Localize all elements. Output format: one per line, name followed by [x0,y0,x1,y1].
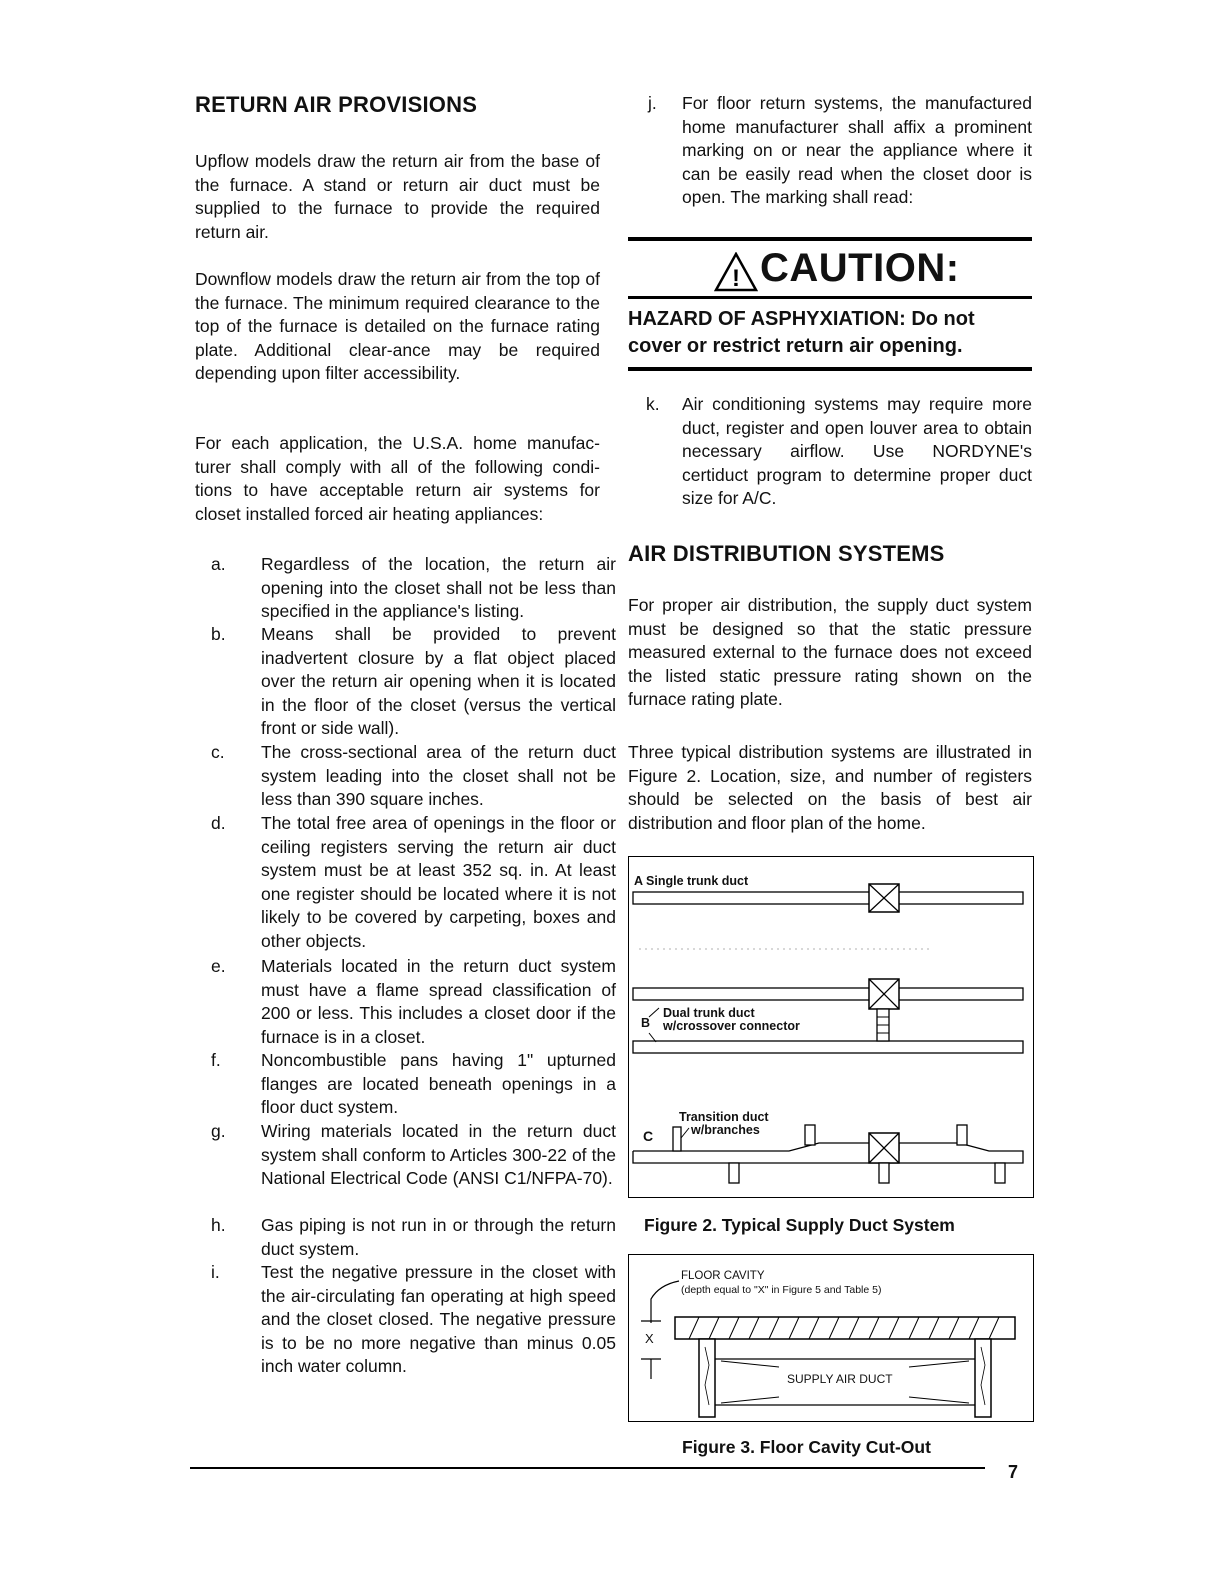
svg-text:!: ! [732,265,740,292]
figure-2-caption: Figure 2. Typical Supply Duct System [644,1215,955,1235]
figure-2-letter-b: B [641,1016,651,1030]
caution-top-rule [628,237,1032,241]
floor-cavity-drawing [629,1255,1033,1421]
caution-bottom-rule [628,367,1032,371]
return-air-heading: RETURN AIR PROVISIONS [195,92,478,117]
supply-duct-paragraph: For proper air distribution, the supply duct system must be designed so that the static pressure measured external to the furnace does not exceed the listed static pressure rating shown on the furnace rating plate. [628,595,1032,709]
figure-3-label-1: FLOOR CAVITY [681,1270,765,1282]
list-item-text: Regardless of the location, the return air opening into the closet shall not be less than specified in the appliance's listing. [261,554,616,621]
figure-2-label-a: A Single trunk duct [634,874,749,888]
list-item-label: k. [646,394,660,414]
list-item-text: Test the negative pressure in the closet with the air-circulating fan operating at high speed and the closet closed. The negative pressure is to be no more negative than minus 0.05 inch water column. [261,1262,616,1376]
list-item-text: The total free area of openings in the floor or ceiling registers serving the return air duct system must be at least 352 sq. in. At least one register should be located where it is not likely to be covered by carpeting, boxes and other objects. [261,813,616,951]
figure-2-label-c1: Transition duct [679,1110,769,1124]
list-item-label: a. [211,554,226,574]
list-item-text: Air conditioning systems may require more duct, register and open louver area to obtain necessary airflow. Use NORDYNE's certiduct program to determine proper duct size for A/C. [682,394,1032,508]
warning-triangle-icon [714,252,758,292]
list-item-text: Noncombustible pans having 1" upturned flanges are located beneath openings in a floor duct system. [261,1050,616,1117]
caution-mid-rule [628,296,1032,299]
list-item-text: Materials located in the return duct system must have a flame spread classification of 200 or less. This includes a closet door if the furnace is in a closet. [261,956,616,1047]
list-item-label: h. [211,1215,226,1235]
list-item-label: c. [211,742,225,762]
list-item-label: i. [211,1262,220,1282]
list-item-label: e. [211,956,226,976]
figure-3-caption: Figure 3. Floor Cavity Cut-Out [682,1437,931,1457]
list-item-text: Means shall be provided to prevent inadvertent closure by a flat object placed over the return air opening when it is located in the floor of the closet (versus the vertical front or side wall). [261,624,616,738]
list-item-label: b. [211,624,226,644]
caution-box [628,246,1032,296]
figure-3-x-label: X [645,1331,654,1346]
caution-text: HAZARD OF ASPHYXIATION: Do not cover or restrict return air opening. [628,308,975,357]
page-number: 7 [1008,1462,1019,1482]
figure-3-duct-label: SUPPLY AIR DUCT [787,1372,893,1386]
list-item-text: Gas piping is not run in or through the return duct system. [261,1215,616,1259]
list-item-text: Wiring materials located in the return duct system shall conform to Articles 300-22 of the National Electrical Code (ANSI C1/NFPA-70). [261,1121,616,1188]
air-distribution-heading: AIR DISTRIBUTION SYSTEMS [628,541,945,566]
list-item-text: For floor return systems, the manufactured home manufacturer shall affix a prominent marking on or near the appliance where it can be easily read when the closet door is open. The marking shall read: [682,93,1032,207]
list-item-label: f. [211,1050,221,1070]
figure-2-label-c2: w/branches [691,1123,760,1137]
figure-3-floor-cavity [628,1254,1034,1422]
caution-title: CAUTION: [760,246,960,290]
distribution-paragraph: Three typical distribution systems are illustrated in Figure 2. Location, size, and number of registers should be selected on the basis of best air distribution and floor plan of the home. [628,742,1032,833]
list-item-label: g. [211,1121,226,1141]
figure-2-label-b1: Dual trunk duct [663,1006,755,1020]
figure-3-label-2: (depth equal to "X" in Figure 5 and Table 5) [681,1284,882,1296]
footer-rule [190,1467,985,1469]
figure-2-supply-duct [628,856,1034,1198]
list-item-text: The cross-sectional area of the return duct system leading into the closet shall not be less than 390 square inches. [261,742,616,809]
figure-2-label-b2: w/crossover connector [663,1019,800,1033]
downflow-paragraph: Downflow models draw the return air from the top of the furnace. The minimum required clearance to the top of the furnace is detailed on the furnace rating plate. Additional clear-ance may be required depending upon filter accessibility. [195,269,600,383]
application-paragraph: For each application, the U.S.A. home manufac-turer shall comply with all of the following condi-tions to have acceptable return air systems for closet installed forced air heating appliances: [195,433,600,524]
list-item-label: j. [648,93,657,113]
figure-2-letter-c: C [643,1128,654,1144]
list-item-label: d. [211,813,226,833]
upflow-paragraph: Upflow models draw the return air from the base of the furnace. A stand or return air duct must be supplied to the furnace to provide the required return air. [195,151,600,242]
